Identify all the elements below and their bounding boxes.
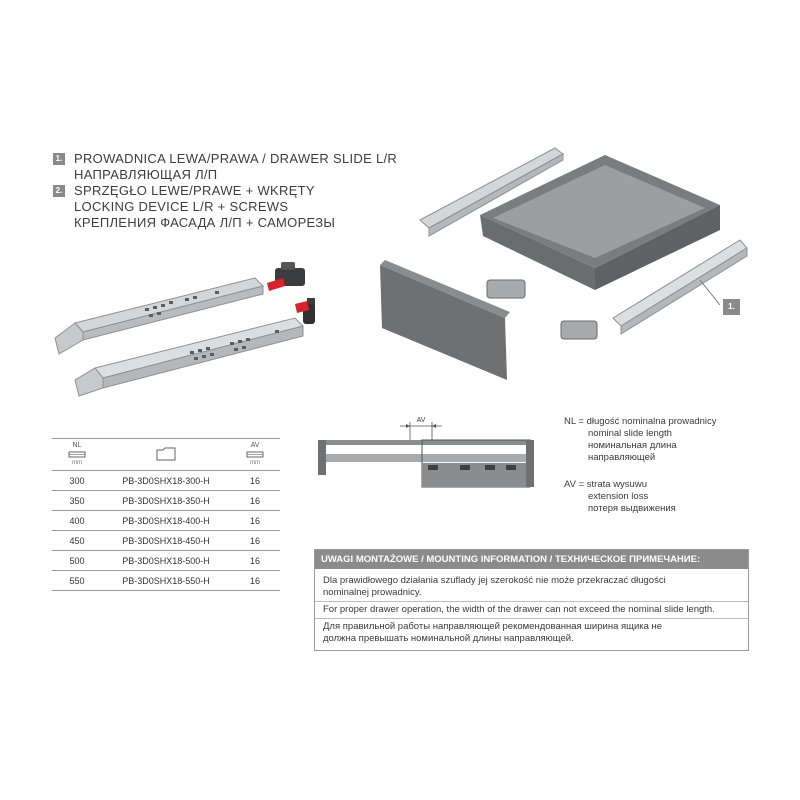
mounting-info-box — [314, 549, 749, 651]
table-row — [52, 551, 280, 571]
code-header — [102, 439, 230, 471]
cross-section-diagram — [310, 410, 540, 490]
info-pl-line-1: Dla prawidłowego działania szuflady jej szerokość nie może przekraczać długości — [323, 575, 666, 586]
item-2-line-3: КРЕПЛЕНИЯ ФАСАДА Л/П + САМОРЕЗЫ — [74, 215, 336, 230]
table-header-row — [52, 439, 280, 471]
item-1-badge: 1. — [53, 153, 65, 165]
legend-nl-line-1: NL = długość nominalna prowadnicy — [564, 416, 717, 427]
nl-label: NL — [72, 442, 82, 449]
table-row — [52, 531, 280, 551]
nl-cell: 500 — [52, 551, 102, 571]
nl-cell: 550 — [52, 571, 102, 591]
nl-header — [52, 439, 102, 471]
legend-nl-line-3: номинальная длина — [588, 440, 677, 451]
size-table — [52, 438, 280, 591]
av-cell: 16 — [230, 491, 280, 511]
info-divider-1 — [315, 601, 748, 602]
legend-nl-line-4: направляющей — [588, 452, 656, 463]
legend-av — [564, 479, 676, 515]
slides-illustration — [45, 258, 315, 398]
legend-av-line-1: AV = strata wysuwu — [564, 479, 647, 490]
av-cell: 16 — [230, 511, 280, 531]
legend-av-line-3: потеря выдвижения — [588, 503, 676, 514]
item-2-line-2: LOCKING DEVICE L/R + SCREWS — [74, 199, 289, 214]
slide-length-icon — [68, 451, 86, 458]
code-cell: PB-3D0SHX18-500-H — [102, 551, 230, 571]
item-2-line-1: SPRZĘGŁO LEWE/PRAWE + WKRĘTY — [74, 183, 315, 198]
folder-icon — [156, 447, 176, 461]
code-cell: PB-3D0SHX18-550-H — [102, 571, 230, 591]
code-cell: PB-3D0SHX18-400-H — [102, 511, 230, 531]
item-1-line-2: НАПРАВЛЯЮЩАЯ Л/П — [74, 167, 218, 182]
code-cell: PB-3D0SHX18-300-H — [102, 471, 230, 491]
table-row — [52, 571, 280, 591]
nl-cell: 300 — [52, 471, 102, 491]
info-ru-line-2: должна превышать номинальной длины направляющей. — [323, 633, 574, 644]
item-1-line-1: PROWADNICA LEWA/PRAWA / DRAWER SLIDE L/R — [74, 151, 398, 166]
item-2-badge: 2. — [53, 185, 65, 197]
nl-cell: 350 — [52, 491, 102, 511]
av-cell: 16 — [230, 551, 280, 571]
code-cell: PB-3D0SHX18-350-H — [102, 491, 230, 511]
av-cell: 16 — [230, 471, 280, 491]
info-pl-line-2: nominalnej prowadnicy. — [323, 587, 422, 598]
table-row — [52, 471, 280, 491]
info-divider-2 — [315, 618, 748, 619]
av-header — [230, 439, 280, 471]
nl-unit: mm — [72, 460, 82, 466]
code-cell: PB-3D0SHX18-450-H — [102, 531, 230, 551]
av-dimension-label: AV — [416, 417, 426, 424]
nl-cell: 400 — [52, 511, 102, 531]
info-en-line-1: For proper drawer operation, the width of the drawer can not exceed the nominal slide length. — [323, 604, 715, 615]
mounting-info-title: UWAGI MONTAŻOWE / MOUNTING INFORMATION / ТЕХНИЧЕСКОЕ ПРИМЕЧАНИЕ: — [315, 550, 748, 569]
av-cell: 16 — [230, 531, 280, 551]
av-cell: 16 — [230, 571, 280, 591]
callout-badge: 1. — [723, 299, 740, 315]
drawer-illustration — [375, 140, 755, 385]
locking-device-2 — [295, 298, 315, 324]
av-label: AV — [250, 442, 260, 449]
table-row — [52, 491, 280, 511]
extension-loss-icon — [246, 451, 264, 458]
legend-nl-line-2: nominal slide length — [588, 428, 672, 439]
info-ru-line-1: Для правильной работы направляющей рекомендованная ширина ящика не — [323, 621, 663, 632]
nl-cell: 450 — [52, 531, 102, 551]
locking-device-1 — [267, 262, 305, 291]
legend-nl — [564, 416, 717, 464]
table-row — [52, 511, 280, 531]
av-unit: mm — [250, 460, 260, 466]
legend-av-line-2: extension loss — [588, 491, 649, 502]
